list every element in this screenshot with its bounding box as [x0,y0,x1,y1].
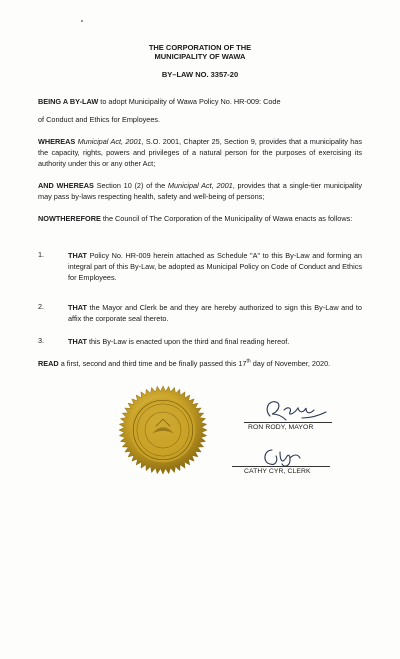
mayor-signature-line [244,422,332,423]
read-ordinal: th [246,358,251,365]
whereas-paragraph [38,136,362,169]
read-text-2: day of November, 2020. [250,359,331,368]
bylaw-number: BY–LAW NO. 3357-20 [161,70,239,79]
clause-1-bold: THAT [68,251,87,260]
whereas-act: Municipal Act, 2001 [75,137,142,146]
whereas-text: , S.O. 2001, Chapter 25, Section 9, provides that a municipality has the capacity, rights, powers and privileges of a natural person for the purposes of exercising its authority under this or any other Act; [38,137,362,168]
and-whereas-text-1: Section 10 (2) of the [93,181,168,190]
and-whereas-bold: AND WHEREAS [38,181,94,190]
and-whereas-paragraph [38,180,362,202]
clerk-signature-line [232,466,330,467]
clause-1-number: 1. [38,250,45,259]
clause-3-number: 3. [38,336,45,345]
scan-speck [81,20,83,22]
read-paragraph [38,358,362,369]
nowtherefore-bold: NOWTHEREFORE [38,214,101,223]
header-line-2: MUNICIPALITY OF WAWA [154,52,246,61]
and-whereas-text-2: , provides that a single-tier municipality may pass by-laws respecting health, safety and well-being of persons; [38,181,362,201]
intro-bold: BEING A BY-LAW [38,97,99,106]
clause-2 [68,302,362,324]
clause-2-text: the Mayor and Clerk be and they are hereby authorized to sign this By-Law and to affix the corporate seal thereto. [68,303,362,323]
corporate-seal [118,385,208,475]
read-text-1: a first, second and third time and be finally passed this 17 [58,359,247,368]
clause-1-text: Policy No. HR-009 herein attached as Schedule "A" to this By-Law and forming an integral part of this By-Law, be adopted as Municipal Policy on Code of Conduct and Ethics for Employees. [68,251,362,282]
mayor-name: RON RODY, MAYOR [248,424,314,431]
intro-paragraph [38,96,362,107]
intro-line-2 [38,114,362,125]
intro-text: to adopt Municipality of Wawa Policy No. HR-009: Code [98,97,281,106]
clause-3-text: this By-Law is enacted upon the third and final reading hereof. [86,337,290,346]
clause-3-bold: THAT [68,337,87,346]
intro-text-2: of Conduct and Ethics for Employees. [38,115,161,124]
clerk-name: CATHY CYR, CLERK [244,468,311,475]
whereas-bold: WHEREAS [38,137,76,146]
clause-2-bold: THAT [68,303,87,312]
nowtherefore-paragraph [38,213,362,224]
clause-3 [68,336,362,347]
nowtherefore-text: the Council of The Corporation of the Municipality of Wawa enacts as follows: [100,214,353,223]
mayor-signature [244,396,334,424]
header-line-1: THE CORPORATION OF THE [148,43,252,52]
clause-1 [68,250,362,283]
clause-2-number: 2. [38,302,45,311]
read-bold: READ [38,359,59,368]
and-whereas-act: Municipal Act, 2001 [167,181,233,190]
